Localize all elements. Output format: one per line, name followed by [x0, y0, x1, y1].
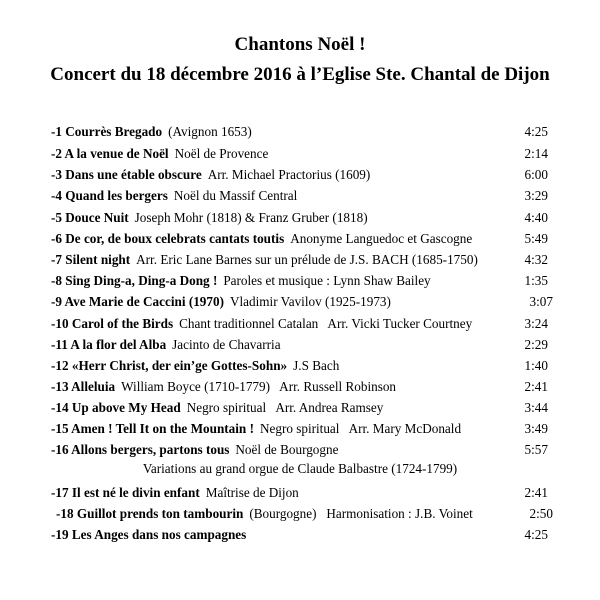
track-credits: Negro spiritual Arr. Andrea Ramsey: [186, 400, 384, 415]
track-duration: 5:49: [524, 231, 548, 246]
track-credits: Noël de Bourgogne: [235, 442, 339, 457]
track-credits: Paroles et musique : Lynn Shaw Bailey: [223, 273, 431, 288]
track-entry: [51, 292, 391, 312]
track-duration: 1:40: [524, 358, 548, 373]
track-entry: [51, 271, 431, 291]
track-credits: Negro spiritual Arr. Mary McDonald: [259, 421, 462, 436]
track-row: [0, 144, 600, 164]
track-duration: 2:41: [524, 379, 548, 394]
track-credits: Arr. Michael Practorius (1609): [207, 167, 371, 182]
track-entry: [51, 144, 268, 164]
track-row: [0, 504, 600, 524]
track-credits: Noël du Massif Central: [173, 188, 298, 203]
track-entry: [51, 525, 252, 545]
track-row: [0, 377, 600, 397]
track-title: -1 Courrès Bregado: [51, 124, 163, 139]
track-row: [0, 356, 600, 376]
track-duration: 6:00: [524, 167, 548, 182]
track-row: [0, 250, 600, 270]
track-title: -5 Douce Nuit: [51, 210, 129, 225]
track-credits: (Bourgogne) Harmonisation : J.B. Voinet: [249, 506, 473, 521]
track-title: -17 Il est né le divin enfant: [51, 485, 200, 500]
track-title: -13 Alleluia: [51, 379, 116, 394]
track-title: -15 Amen ! Tell It on the Mountain !: [51, 421, 254, 436]
track-title: -9 Ave Marie de Caccini (1970): [51, 294, 224, 309]
track-row: [0, 122, 600, 142]
track-row: [0, 398, 600, 418]
track-credits: Vladimir Vavilov (1925-1973): [229, 294, 391, 309]
track-entry: [51, 165, 370, 185]
track-entry: [51, 229, 472, 249]
track-duration: 3:24: [524, 316, 548, 331]
track-16-note: Variations au grand orgue de Claude Balbastre (1724-1799): [142, 461, 458, 476]
track-credits: Arr. Eric Lane Barnes sur un prélude de J.S. BACH (1685-1750): [136, 252, 478, 267]
track-duration: 1:35: [524, 273, 548, 288]
track-title: -16 Allons bergers, partons tous: [51, 442, 230, 457]
track-credits: (Avignon 1653): [168, 124, 252, 139]
track-row: [0, 335, 600, 355]
track-credits: Maîtrise de Dijon: [205, 485, 299, 500]
track-duration: 2:41: [524, 485, 548, 500]
track-row: [0, 208, 600, 228]
track-credits: J.S Bach: [293, 358, 340, 373]
track-credits: Anonyme Languedoc et Gascogne: [290, 231, 473, 246]
track-duration: 3:49: [524, 421, 548, 436]
track-row: [0, 292, 600, 312]
track-credits: Joseph Mohr (1818) & Franz Gruber (1818): [134, 210, 368, 225]
track-entry: [51, 122, 252, 142]
program-title: Chantons Noël !: [234, 34, 366, 55]
track-title: -12 «Herr Christ, der ein’ge Gottes-Sohn»: [51, 358, 288, 373]
track-duration: 2:29: [524, 337, 548, 352]
track-title: -14 Up above My Head: [51, 400, 181, 415]
track-title: -18 Guillot prends ton tambourin: [56, 506, 244, 521]
track-title: -8 Sing Ding-a, Ding-a Dong !: [51, 273, 218, 288]
track-title: -10 Carol of the Birds: [51, 316, 174, 331]
track-entry: [51, 377, 396, 397]
track-duration: 5:57: [524, 442, 548, 457]
track-row: [0, 186, 600, 206]
track-row: [0, 525, 600, 545]
track-row: [0, 483, 600, 503]
track-duration: 4:40: [524, 210, 548, 225]
track-entry: [56, 504, 473, 524]
track-title: -4 Quand les bergers: [51, 188, 168, 203]
track-title: -11 A la flor del Alba: [51, 337, 167, 352]
track-entry: [51, 314, 472, 334]
track-title: -7 Silent night: [51, 252, 131, 267]
track-duration: 3:07: [529, 294, 553, 309]
track-row: [0, 440, 600, 460]
track-duration: 3:44: [524, 400, 548, 415]
track-row: [0, 165, 600, 185]
track-row: [0, 229, 600, 249]
track-duration: 4:32: [524, 252, 548, 267]
track-entry: [51, 398, 383, 418]
track-entry: [51, 335, 281, 355]
track-title: -19 Les Anges dans nos campagnes: [51, 527, 247, 542]
track-entry: [51, 250, 478, 270]
track-entry: [51, 208, 368, 228]
track-duration: 2:50: [529, 506, 553, 521]
track-row: [0, 271, 600, 291]
track-duration: 3:29: [524, 188, 548, 203]
track-entry: [51, 186, 297, 206]
track-entry: [51, 356, 339, 376]
track-credits: Chant traditionnel Catalan Arr. Vicki Tucker Courtney: [179, 316, 473, 331]
track-title: -3 Dans une étable obscure: [51, 167, 202, 182]
track-entry: [51, 483, 299, 503]
track-row: [0, 419, 600, 439]
track-credits: Jacinto de Chavarria: [172, 337, 281, 352]
track-entry: [51, 440, 338, 460]
track-title: -6 De cor, de boux celebrats cantats toutis: [51, 231, 285, 246]
track-duration: 4:25: [524, 124, 548, 139]
track-title: -2 A la venue de Noël: [51, 146, 169, 161]
track-duration: 2:14: [524, 146, 548, 161]
track-row: [0, 314, 600, 334]
track-entry: [51, 419, 461, 439]
track-credits: Noël de Provence: [174, 146, 269, 161]
track-duration: 4:25: [524, 527, 548, 542]
track-credits: William Boyce (1710-1779) Arr. Russell Robinson: [121, 379, 397, 394]
program-subtitle: Concert du 18 décembre 2016 à l’Eglise Ste. Chantal de Dijon: [50, 64, 550, 85]
